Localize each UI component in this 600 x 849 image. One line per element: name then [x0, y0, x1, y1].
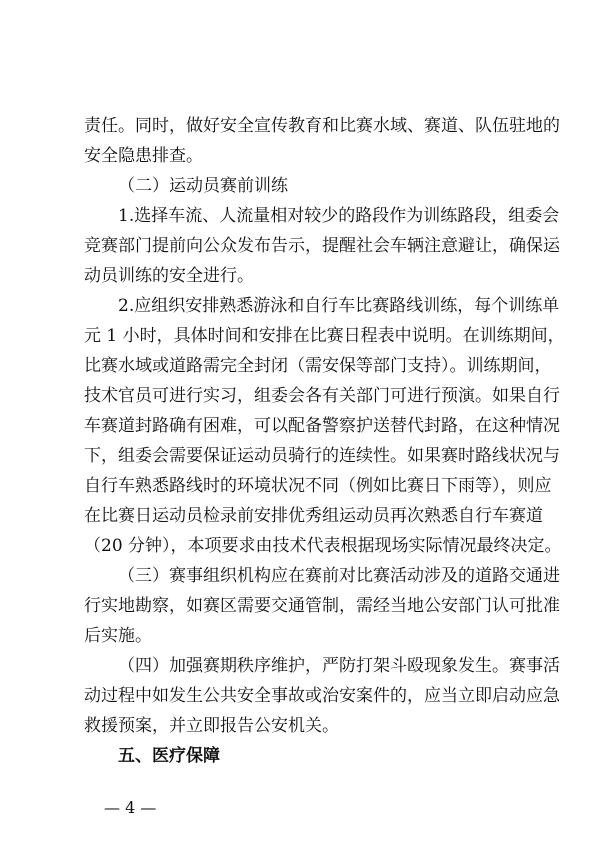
body-text-line: 安全隐患排查。 — [84, 146, 203, 166]
page-number: — 4 — — [104, 798, 157, 817]
body-text-line: 技术官员可进行实习，组委会各有关部门可进行预演。如果自行 — [84, 386, 560, 406]
body-text-line: 比赛水域或道路需完全封闭（需安保等部门支持）。训练期间， — [84, 356, 552, 376]
body-text-line: 元 1 小时，具体时间和安排在比赛日程表中说明。在训练期间， — [84, 326, 565, 346]
body-text-line: （20 分钟），本项要求由技术代表根据现场实际情况最终决定。 — [84, 536, 562, 556]
body-text-line: 1.选择车流、人流量相对较少的路段作为训练路段，组委会 — [118, 206, 560, 226]
section-heading: 五、医疗保障 — [118, 746, 220, 766]
body-text-line: 竞赛部门提前向公众发布告示，提醒社会车辆注意避让，确保运 — [84, 236, 560, 256]
subheading-line: （二）运动员赛前训练 — [118, 176, 288, 196]
body-text-line: 车赛道封路确有困难，可以配备警察护送替代封路，在这种情况 — [84, 416, 560, 436]
body-text-line: （三）赛事组织机构应在赛前对比赛活动涉及的道路交通进 — [118, 566, 560, 586]
body-text-line: 下，组委会需要保证运动员骑行的连续性。如果赛时路线状况与 — [84, 446, 560, 466]
body-text-line: 2.应组织安排熟悉游泳和自行车比赛路线训练，每个训练单 — [118, 296, 560, 316]
body-text-line: 后实施。 — [84, 626, 152, 646]
body-text-line: 动过程中如发生公共安全事故或治安案件的，应当立即启动应急 — [84, 686, 560, 706]
body-text-line: 动员训练的安全进行。 — [84, 266, 254, 286]
body-text-line: （四）加强赛期秩序维护，严防打架斗殴现象发生。赛事活 — [118, 656, 560, 676]
body-text-line: 救援预案，并立即报告公安机关。 — [84, 716, 339, 736]
body-text-line: 在比赛日运动员检录前安排优秀组运动员再次熟悉自行车赛道 — [84, 506, 543, 526]
body-text-line: 责任。同时，做好安全宣传教育和比赛水域、赛道、队伍驻地的 — [84, 116, 560, 136]
body-text-line: 自行车熟悉路线时的环境状况不同（例如比赛日下雨等），则应 — [84, 476, 552, 496]
body-text-line: 行实地勘察，如赛区需要交通管制，需经当地公安部门认可批准 — [84, 596, 560, 616]
